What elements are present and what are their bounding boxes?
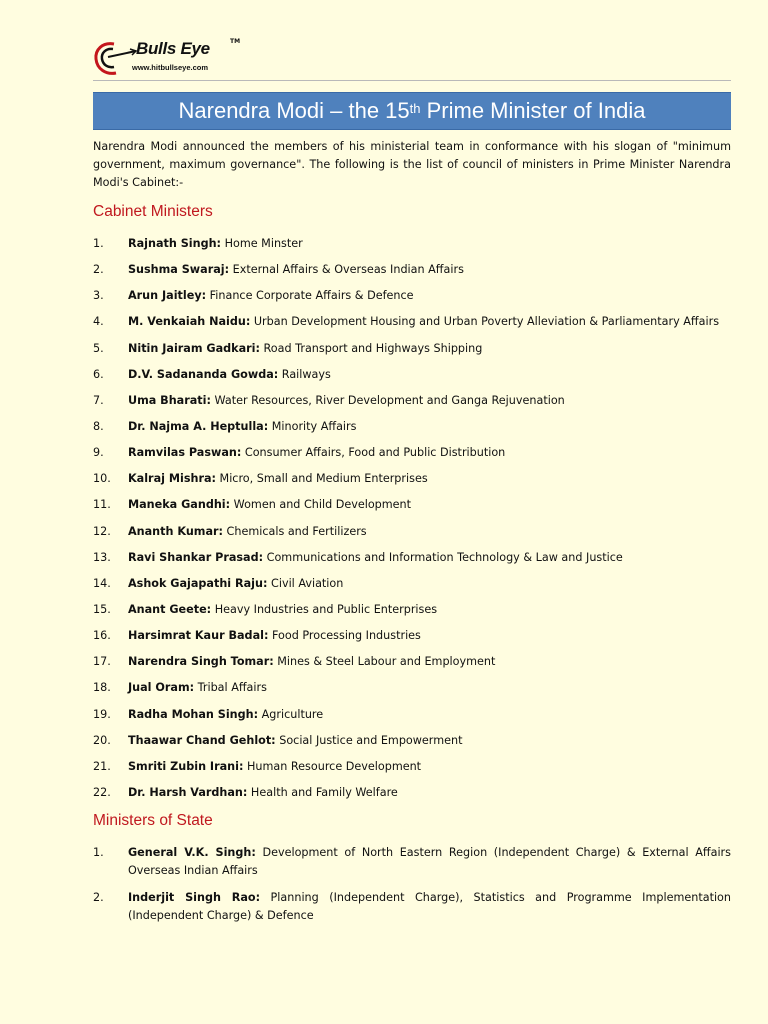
target-swirl-icon	[92, 38, 138, 78]
item-number: 3.	[93, 289, 104, 303]
item-number: 18.	[93, 681, 111, 695]
minister-portfolio: External Affairs & Overseas Indian Affairs	[229, 263, 464, 277]
minister-name: Nitin Jairam Gadkari:	[128, 341, 260, 355]
list-item	[93, 496, 731, 522]
item-number: 6.	[93, 367, 104, 381]
minister-portfolio: Finance Corporate Affairs & Defence	[206, 289, 414, 303]
list-item	[93, 732, 731, 758]
item-number: 16.	[93, 629, 111, 643]
list-item	[93, 679, 731, 705]
minister-portfolio: Development of North Eastern Region (Independent Charge) & External Affairs Overseas Indian Affairs	[128, 846, 731, 877]
minister-portfolio: Food Processing Industries	[268, 629, 421, 643]
list-item	[93, 627, 731, 653]
minister-name: D.V. Sadananda Gowda:	[128, 367, 279, 381]
minister-portfolio: Agriculture	[258, 707, 324, 721]
list-item	[93, 653, 731, 679]
item-number: 17.	[93, 655, 111, 669]
item-number: 10.	[93, 472, 111, 486]
minister-portfolio: Social Justice and Empowerment	[275, 733, 463, 747]
minister-name: Ravi Shankar Prasad:	[128, 550, 264, 564]
minister-portfolio: Micro, Small and Medium Enterprises	[215, 472, 428, 486]
list-item	[93, 784, 731, 810]
minister-name: Ananth Kumar:	[128, 524, 223, 538]
minister-portfolio: Water Resources, River Development and Ganga Rejuvenation	[210, 393, 565, 407]
minister-portfolio: Health and Family Welfare	[247, 785, 398, 799]
minister-name: Maneka Gandhi:	[128, 498, 231, 512]
minister-portfolio: Home Minster	[221, 237, 303, 250]
logo-url: www.hitbullseye.com	[132, 63, 208, 72]
minister-name: Inderjit Singh Rao:	[128, 891, 261, 904]
minister-portfolio: Communications and Information Technology & Law and Justice	[263, 550, 623, 564]
item-number: 20.	[93, 733, 111, 747]
list-item	[93, 844, 731, 880]
item-number: 7.	[93, 393, 104, 407]
minister-name: Harsimrat Kaur Badal:	[128, 629, 269, 643]
minister-name: Sushma Swaraj:	[128, 263, 230, 277]
minister-portfolio: Planning (Independent Charge), Statistics and Programme Implementation (Independent Charge) & Defence	[128, 891, 731, 922]
item-number: 1.	[93, 846, 104, 859]
title-prefix: Narendra Modi – the 15	[178, 98, 410, 123]
minister-name: Jual Oram:	[128, 681, 195, 695]
list-item	[93, 758, 731, 784]
list-item	[93, 706, 731, 732]
item-number: 19.	[93, 707, 111, 721]
item-number: 2.	[93, 891, 104, 904]
minister-portfolio: Urban Development Housing and Urban Poverty Alleviation & Parliamentary Affairs	[250, 315, 720, 329]
title-superscript: th	[409, 100, 421, 116]
minister-name: Anant Geete:	[128, 602, 212, 616]
minister-name: Ramvilas Paswan:	[128, 446, 242, 460]
minister-portfolio: Road Transport and Highways Shipping	[259, 341, 483, 355]
item-number: 8.	[93, 419, 104, 433]
minister-portfolio: Mines & Steel Labour and Employment	[273, 655, 496, 669]
list-item	[93, 340, 731, 366]
header-divider	[93, 80, 731, 81]
item-number: 1.	[93, 237, 104, 250]
minister-name: General V.K. Singh:	[128, 846, 256, 859]
list-item	[93, 523, 731, 549]
list-item	[93, 575, 731, 601]
bulls-eye-logo	[92, 38, 242, 78]
list-item	[93, 470, 731, 496]
intro-paragraph: Narendra Modi announced the members of his ministerial team in conformance with his slogan of "minimum government, maximum governance". The following is the list of council of ministers in Prime Minister Narendra Modi's Cabinet:-	[93, 140, 731, 189]
list-item	[93, 366, 731, 392]
ministers-of-state-heading: Ministers of State	[93, 812, 213, 829]
minister-name: M. Venkaiah Naidu:	[128, 315, 251, 329]
item-number: 15.	[93, 602, 111, 616]
list-item	[93, 261, 731, 287]
list-item	[93, 444, 731, 470]
minister-name: Dr. Harsh Vardhan:	[128, 785, 248, 799]
logo-trademark: TM	[230, 38, 241, 45]
item-number: 2.	[93, 263, 104, 277]
minister-portfolio: Consumer Affairs, Food and Public Distribution	[241, 446, 506, 460]
minister-name: Ashok Gajapathi Raju:	[128, 576, 268, 590]
minister-portfolio: Railways	[278, 367, 331, 381]
minister-name: Smriti Zubin Irani:	[128, 759, 244, 773]
logo-name: Bulls Eye	[136, 39, 210, 58]
minister-portfolio: Chemicals and Fertilizers	[222, 524, 367, 538]
minister-portfolio: Human Resource Development	[243, 759, 422, 773]
cabinet-ministers-list	[93, 235, 731, 810]
minister-name: Dr. Najma A. Heptulla:	[128, 419, 269, 433]
minister-name: Thaawar Chand Gehlot:	[128, 733, 276, 747]
minister-name: Narendra Singh Tomar:	[128, 655, 274, 669]
item-number: 5.	[93, 341, 104, 355]
item-number: 11.	[93, 498, 111, 512]
minister-portfolio: Civil Aviation	[267, 576, 344, 590]
list-item	[93, 313, 731, 339]
item-number: 21.	[93, 759, 111, 773]
item-number: 13.	[93, 550, 111, 564]
item-number: 4.	[93, 315, 104, 329]
minister-portfolio: Women and Child Development	[230, 498, 412, 512]
minister-name: Rajnath Singh:	[128, 237, 222, 250]
minister-portfolio: Heavy Industries and Public Enterprises	[211, 602, 438, 616]
item-number: 9.	[93, 446, 104, 460]
list-item	[93, 418, 731, 444]
minister-portfolio: Minority Affairs	[268, 419, 357, 433]
list-item	[93, 549, 731, 575]
list-item	[93, 235, 731, 261]
list-item	[93, 601, 731, 627]
list-item	[93, 287, 731, 313]
minister-name: Uma Bharati:	[128, 393, 211, 407]
minister-name: Kalraj Mishra:	[128, 472, 216, 486]
cabinet-ministers-heading: Cabinet Ministers	[93, 203, 213, 220]
item-number: 14.	[93, 576, 111, 590]
item-number: 22.	[93, 785, 111, 799]
minister-portfolio: Tribal Affairs	[194, 681, 267, 695]
minister-name: Arun Jaitley:	[128, 289, 207, 303]
page-title	[93, 92, 731, 130]
ministers-of-state-list	[93, 844, 731, 934]
title-suffix: Prime Minister of India	[420, 98, 646, 123]
item-number: 12.	[93, 524, 111, 538]
list-item	[93, 889, 731, 925]
list-item	[93, 392, 731, 418]
minister-name: Radha Mohan Singh:	[128, 707, 259, 721]
